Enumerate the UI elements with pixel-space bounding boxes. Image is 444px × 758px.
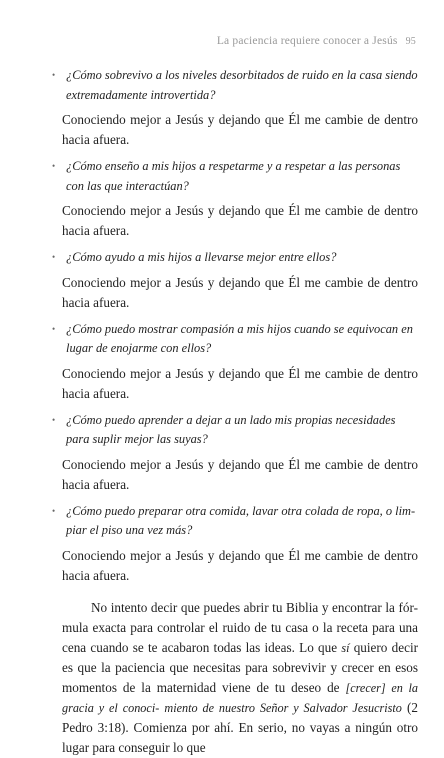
bullet-icon: • <box>52 505 56 516</box>
answer-line: hacia afuera. <box>62 385 130 401</box>
answer-line: hacia afuera. <box>62 476 130 492</box>
question-text: ¿Cómo enseño a mis hijos a respetarme y a respetar a las personas con <box>66 159 401 193</box>
paragraph-line: de la maternidad viene de tu deseo de <box>122 679 346 695</box>
answer-line: Conociendo mejor a Jesús y dejando que Él me cambie de dentro <box>62 274 418 290</box>
closing-paragraph <box>62 598 418 758</box>
answer-line: Conociendo mejor a Jesús y dejando que Él me cambie de dentro <box>62 456 418 472</box>
running-title: La paciencia requiere conocer a Jesús <box>216 35 398 47</box>
answer-line: hacia afuera. <box>62 567 130 583</box>
scripture-quote: [crecer] en la gracia y el conoci- <box>62 680 419 715</box>
question-text: lugar de enojarme con ellos? <box>66 341 212 355</box>
paragraph-line: la paciencia que necesitas para sobrevivir y crecer en esos momentos <box>62 659 419 695</box>
answer-line: hacia afuera. <box>62 294 130 310</box>
answer-line: hacia afuera. <box>62 132 130 147</box>
question-text: para suplir mejor las suyas? <box>66 432 208 446</box>
answer-text <box>62 364 418 404</box>
bullet-icon: • <box>52 70 56 80</box>
paragraph-line: cuando se te acabaron todas las ideas. Lo que <box>90 639 342 655</box>
answer-text <box>62 201 418 241</box>
question-text: ¿Cómo sobrevivo a los niveles desorbitados de ruido en la casa siendo <box>66 68 418 82</box>
scripture-quote: miento de nuestro Señor y Salvador Jesucristo <box>164 700 402 715</box>
question-item <box>52 248 418 268</box>
question-text: piar el piso una vez más? <box>66 523 193 537</box>
question-text: ¿Cómo puedo aprender a dejar a un lado mis propias necesidades <box>66 412 396 427</box>
question-text: las que interactúan? <box>87 178 189 193</box>
scripture-reference: (2 Pedro 3:18). Comienza <box>62 699 418 735</box>
answer-text <box>62 546 418 586</box>
question-item <box>52 502 418 541</box>
bullet-icon: • <box>52 252 56 262</box>
answer-line: Conociendo mejor a Jesús y dejando que Él me cambie de dentro <box>62 365 418 381</box>
answer-line: Conociendo mejor a Jesús y dejando que Él me cambie de dentro <box>62 112 418 127</box>
answer-text <box>62 110 418 150</box>
emphasis: sí <box>341 640 350 655</box>
question-text: ¿Cómo puedo preparar otra comida, lavar otra colada de ropa, o lim- <box>66 503 416 518</box>
paragraph-line: quiero decir es que <box>62 639 418 675</box>
question-item <box>52 66 418 105</box>
page-body <box>52 66 419 758</box>
bullet-icon: • <box>52 323 56 334</box>
answer-line: Conociendo mejor a Jesús y dejando que Él me cambie de dentro <box>62 203 418 218</box>
bullet-icon: • <box>52 414 56 425</box>
bullet-icon: • <box>52 161 56 171</box>
answer-line: hacia afuera. <box>62 223 130 238</box>
question-text: extremadamente introvertida? <box>66 87 216 102</box>
running-header <box>217 35 416 47</box>
question-item <box>52 411 418 450</box>
question-text: ¿Cómo puedo mostrar compasión a mis hijos cuando se equivocan en <box>66 321 413 336</box>
question-text: ¿Cómo ayudo a mis hijos a llevarse mejor entre ellos? <box>66 250 337 264</box>
question-item <box>52 320 418 359</box>
question-item <box>52 157 418 196</box>
page-number: 95 <box>405 36 416 47</box>
paragraph-line: No intento decir que puedes abrir tu Biblia y encontrar la fór- <box>91 599 418 615</box>
answer-line: Conociendo mejor a Jesús y dejando que Él me cambie de dentro <box>62 547 418 563</box>
answer-text <box>62 273 418 313</box>
paragraph-line: por ahí. En serio, no vayas a ningún otro lugar para conseguir lo que <box>62 719 418 755</box>
answer-text <box>62 455 418 495</box>
question-list <box>52 66 418 586</box>
paragraph-line: mula exacta para controlar el ruido de tu casa o la receta para una cena <box>62 619 418 655</box>
